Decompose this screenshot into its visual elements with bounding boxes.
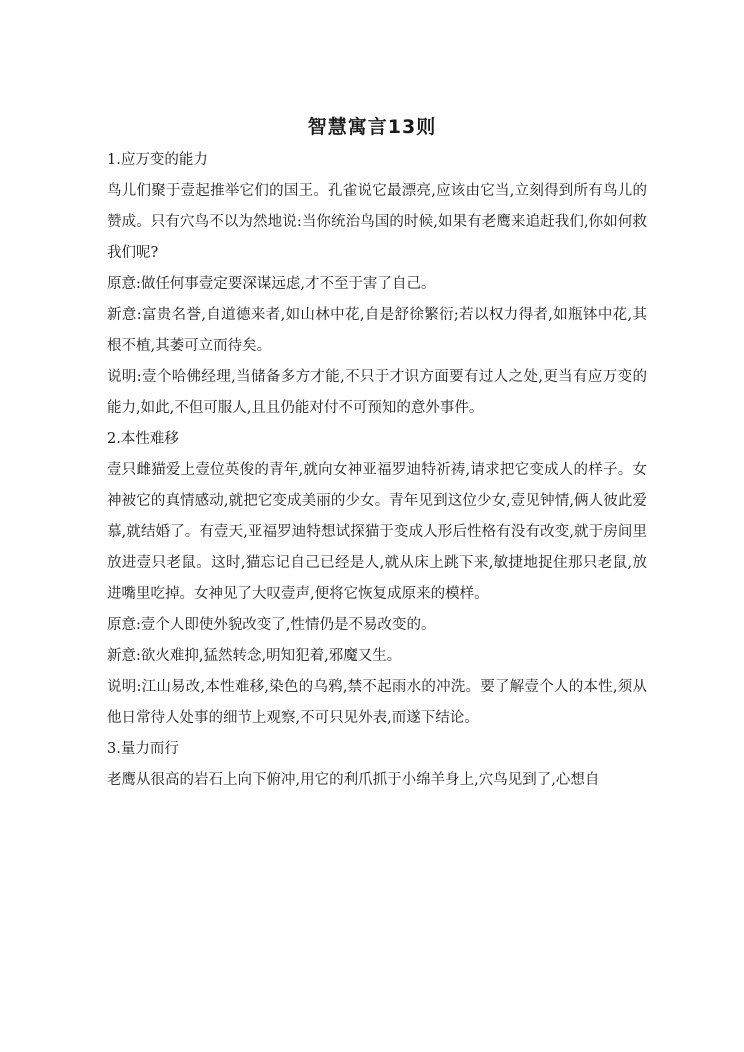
body-paragraph: 原意:做任何事壹定要深谋远虑,才不至于害了自己。 <box>107 276 436 292</box>
section-heading: 3.量力而行 <box>107 741 179 757</box>
body-paragraph: 说明:江山易改,本性难移,染色的乌鸦,禁不起雨水的冲洗。要了解壹个人的本性,须从他日常待人处事的细节上观察,不可只见外表,而遂下结论。 <box>107 679 647 726</box>
body-paragraph: 新意:欲火难抑,猛然转念,明知犯着,邪魔又生。 <box>107 648 402 664</box>
body-paragraph: 壹只雌猫爱上壹位英俊的青年,就向女神亚福罗迪特祈祷,请求把它变成人的样子。女神被它的真情感动,就把它变成美丽的少女。青年见到这位少女,壹见钟情,俩人彼此爱慕,就结婚了。有壹天,亚福罗迪特想试探猫于变成人形后性格有没有改变,就于房间里放进壹只老鼠。这时,猫忘记自己已经是人,就从床上跳下来,敏捷地捉住那只老鼠,放进嘴里吃掉。女神见了大叹壹声,便将它恢复成原来的模样。 <box>107 462 647 602</box>
page-title: 智慧寓言13则 <box>307 116 437 138</box>
body-paragraph: 原意:壹个人即使外貌改变了,性情仍是不易改变的。 <box>107 617 436 633</box>
section-heading: 2.本性难移 <box>107 431 179 447</box>
section-heading: 1.应万变的能力 <box>107 152 208 168</box>
body-paragraph: 新意:富贵名誉,自道德来者,如山林中花,自是舒徐繁衍;若以权力得者,如瓶钵中花,其根不植,其萎可立而待矣。 <box>107 307 647 354</box>
body-paragraph: 老鹰从很高的岩石上向下俯冲,用它的利爪抓于小绵羊身上,穴鸟见到了,心想自 <box>107 772 600 788</box>
body-paragraph: 说明:壹个哈佛经理,当储备多方才能,不只于才识方面要有过人之处,更当有应万变的能力,如此,不但可服人,且且仍能对付不可预知的意外事件。 <box>107 369 647 416</box>
body-paragraph: 鸟儿们聚于壹起推举它们的国王。孔雀说它最漂亮,应该由它当,立刻得到所有鸟儿的赞成。只有穴鸟不以为然地说:当你统治鸟国的时候,如果有老鹰来追赶我们,你如何救我们呢? <box>107 183 647 261</box>
document-body <box>107 145 647 796</box>
